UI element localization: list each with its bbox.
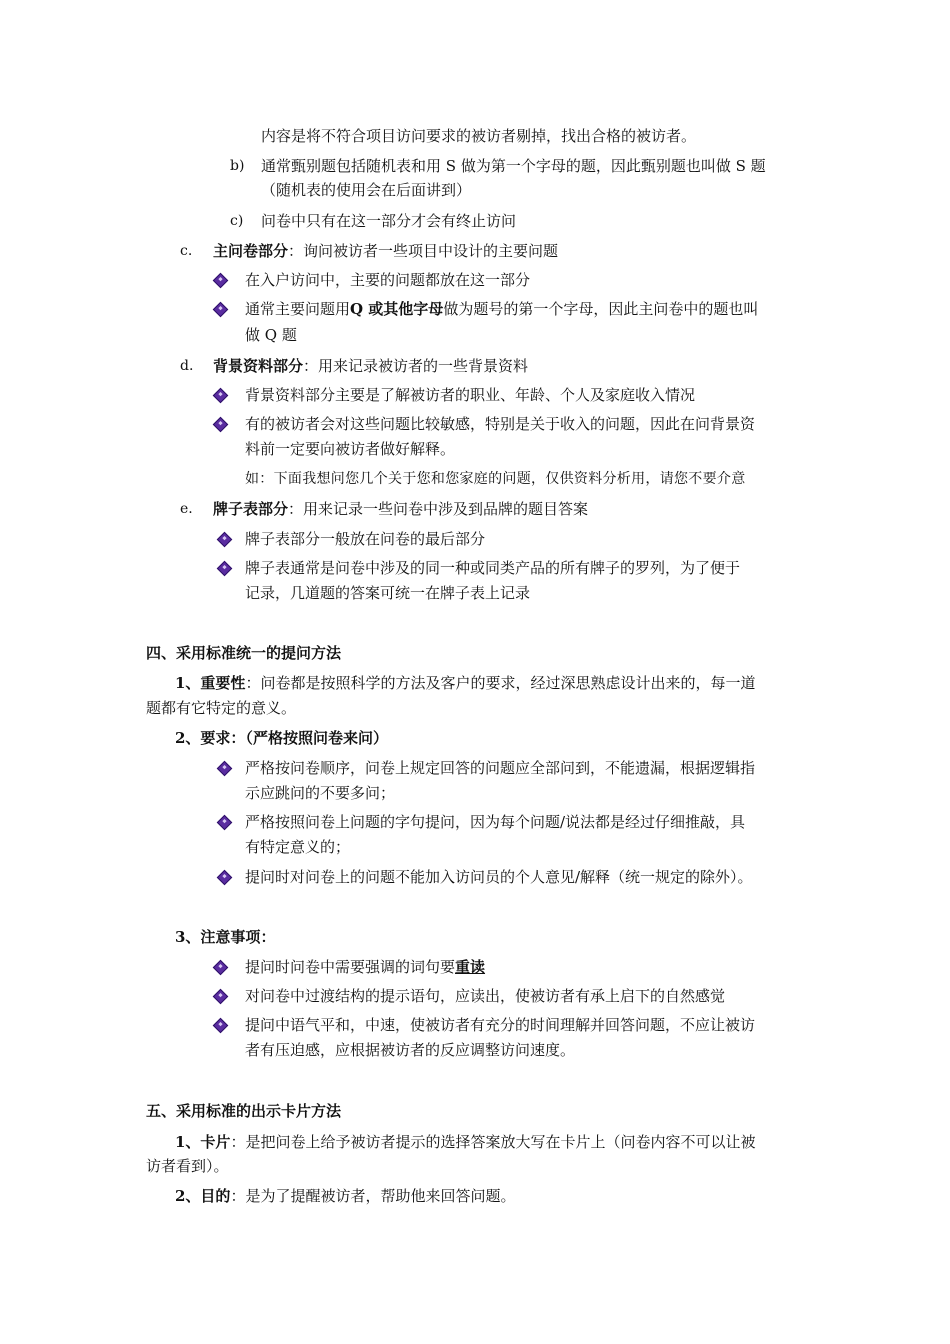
section-5-para-1-label: 1、卡片 bbox=[175, 1133, 231, 1151]
screening-item-b-line1: 通常甄别题包括随机表和用 S 做为第一个字母的题，因此甄别题也叫做 S 题 bbox=[261, 157, 766, 175]
section-4-heading: 四、采用标准统一的提问方法 bbox=[146, 644, 342, 662]
section-5-para-1-text: ：是把问卷上给予被访者提示的选择答案放大写在卡片上（问卷内容不可以让被 bbox=[230, 1133, 756, 1151]
background-bullet-2-line1: 有的被访者会对这些问题比较敏感，特别是关于收入的问题，因此在问背景资 bbox=[245, 415, 756, 433]
section-4-note-1-text: 提问时问卷中需要强调的词句要 bbox=[245, 958, 456, 976]
screening-content-line: 内容是将不符合项目访问要求的被访者剔掉，找出合格的被访者。 bbox=[261, 127, 697, 145]
main-questionnaire-desc: ：询问被访者一些项目中设计的主要问题 bbox=[288, 242, 559, 260]
diamond-bullet-icon bbox=[213, 989, 229, 1005]
section-5-para-2-text: ：是为了提醒被访者，帮助他来回答问题。 bbox=[230, 1187, 516, 1205]
background-heading bbox=[213, 355, 528, 377]
main-questionnaire-heading bbox=[213, 240, 558, 262]
section-4-note-2: 对问卷中过渡结构的提示语句，应读出，使被访者有承上启下的自然感觉 bbox=[245, 987, 726, 1005]
main-q-bullet-1: 在入户访问中，主要的问题都放在这一部分 bbox=[245, 271, 531, 289]
section-5-para-2 bbox=[175, 1185, 515, 1207]
diamond-bullet-icon bbox=[213, 302, 229, 318]
brand-bullet-1: 牌子表部分一般放在问卷的最后部分 bbox=[245, 530, 486, 548]
section-marker-d: d. bbox=[180, 358, 194, 374]
main-q-bullet-2-pre: 通常主要问题用 bbox=[245, 300, 351, 318]
item-marker-c: c) bbox=[230, 213, 244, 229]
brand-bullet-2-line2: 记录，几道题的答案可统一在牌子表上记录 bbox=[245, 584, 531, 602]
brand-bullet-2-line1: 牌子表通常是问卷中涉及的同一种或同类产品的所有牌子的罗列，为了便于 bbox=[245, 559, 741, 577]
brand-desc: ：用来记录一些问卷中涉及到品牌的题目答案 bbox=[288, 500, 589, 518]
section-marker-c: c. bbox=[180, 243, 193, 259]
section-4-bullet-2-line1: 严格按照问卷上问题的字句提问，因为每个问题/说法都是经过仔细推敲，具 bbox=[245, 813, 746, 831]
main-q-bullet-2-post: 做为题号的第一个字母，因此主问卷中的题也叫 bbox=[443, 300, 759, 318]
section-4-para-3-label: 3、注意事项： bbox=[175, 928, 276, 946]
section-5-para-1-line2: 访者看到）。 bbox=[146, 1157, 229, 1175]
main-q-bullet-2-line1 bbox=[245, 298, 758, 320]
section-4-para-2-label: 2、要求：（严格按照问卷来问） bbox=[175, 729, 388, 747]
screening-item-c-line: 问卷中只有在这一部分才会有终止访问 bbox=[261, 212, 517, 230]
section-4-bullet-1-line2: 示应跳问的不要多问； bbox=[245, 784, 396, 802]
section-4-note-1-emphasis: 重读 bbox=[455, 958, 486, 976]
section-marker-e: e. bbox=[180, 501, 193, 517]
diamond-bullet-icon bbox=[217, 870, 233, 886]
background-bullet-1: 背景资料部分主要是了解被访者的职业、年龄、个人及家庭收入情况 bbox=[245, 386, 696, 404]
diamond-bullet-icon bbox=[217, 815, 233, 831]
background-example-note: 如：下面我想问您几个关于您和您家庭的问题，仅供资料分析用，请您不要介意 bbox=[245, 471, 746, 487]
section-4-para-1-text: ：问卷都是按照科学的方法及客户的要求，经过深思熟虑设计出来的，每一道 bbox=[245, 674, 756, 692]
section-4-note-3-line1: 提问中语气平和，中速，使被访者有充分的时间理解并回答问题，不应让被访 bbox=[245, 1016, 756, 1034]
brand-title: 牌子表部分 bbox=[213, 500, 289, 518]
diamond-bullet-icon bbox=[213, 1018, 229, 1034]
main-q-bullet-2-line2: 做 Q 题 bbox=[245, 326, 297, 344]
section-5-para-1-line1 bbox=[175, 1131, 755, 1153]
diamond-bullet-icon bbox=[217, 532, 233, 548]
diamond-bullet-icon bbox=[217, 561, 233, 577]
section-4-note-1 bbox=[245, 956, 485, 978]
background-desc: ：用来记录被访者的一些背景资料 bbox=[303, 357, 529, 375]
diamond-bullet-icon bbox=[213, 273, 229, 289]
brand-heading bbox=[213, 498, 588, 520]
section-4-para-1-line2: 题都有它特定的意义。 bbox=[146, 699, 297, 717]
diamond-bullet-icon bbox=[213, 388, 229, 404]
diamond-bullet-icon bbox=[213, 417, 229, 433]
section-4-note-3-line2: 者有压迫感，应根据被访者的反应调整访问速度。 bbox=[245, 1041, 576, 1059]
diamond-bullet-icon bbox=[217, 761, 233, 777]
section-4-bullet-1-line1: 严格按问卷顺序，问卷上规定回答的问题应全部问到，不能遗漏，根据逻辑指 bbox=[245, 759, 756, 777]
screening-item-b-line2: （随机表的使用会在后面讲到） bbox=[261, 181, 472, 199]
background-bullet-2-line2: 料前一定要向被访者做好解释。 bbox=[245, 440, 456, 458]
section-4-para-1-label: 1、重要性 bbox=[175, 674, 246, 692]
main-questionnaire-title: 主问卷部分 bbox=[213, 242, 289, 260]
diamond-bullet-icon bbox=[213, 960, 229, 976]
section-5-heading: 五、采用标准的出示卡片方法 bbox=[146, 1102, 342, 1120]
section-4-para-1-line1 bbox=[175, 672, 755, 694]
section-5-para-2-label: 2、目的 bbox=[175, 1187, 231, 1205]
section-4-bullet-2-line2: 有特定意义的； bbox=[245, 838, 351, 856]
main-q-bullet-2-bold: Q 或其他字母 bbox=[350, 300, 444, 318]
section-4-bullet-3: 提问时对问卷上的问题不能加入访问员的个人意见/解释（统一规定的除外）。 bbox=[245, 868, 753, 886]
background-title: 背景资料部分 bbox=[213, 357, 304, 375]
item-marker-b: b) bbox=[230, 158, 245, 174]
